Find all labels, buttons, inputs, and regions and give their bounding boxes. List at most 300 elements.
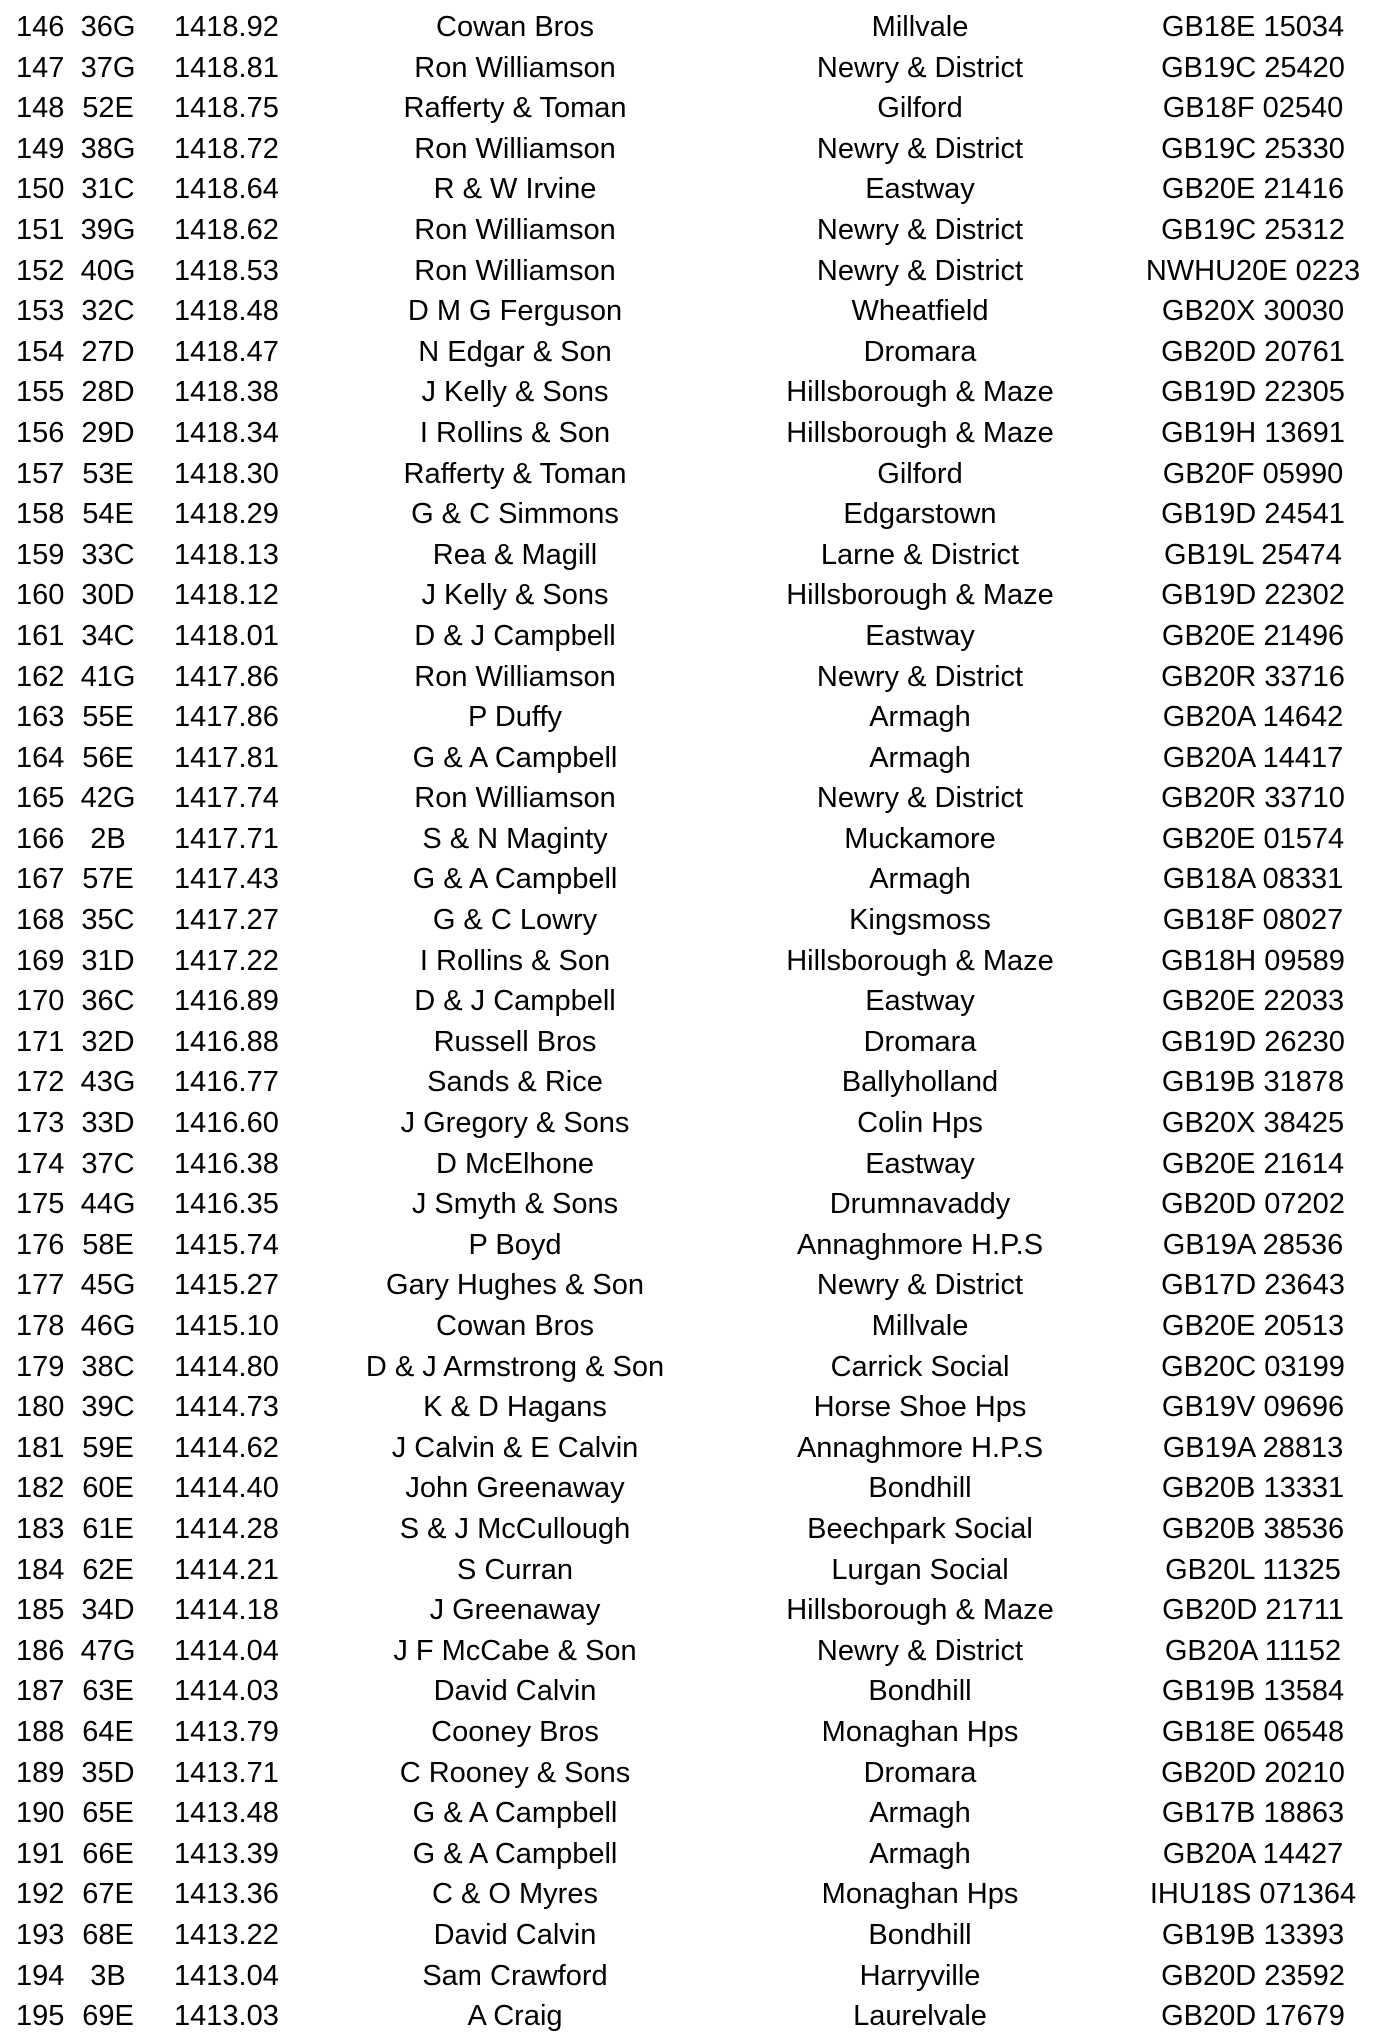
ring-number-cell: GB20R 33716	[1161, 660, 1345, 693]
velocity-cell: 1418.62	[174, 213, 279, 246]
position-cell: 157	[16, 457, 65, 490]
ring-number-cell: GB20X 38425	[1161, 1107, 1345, 1140]
ring-number-cell: GB19A 28813	[1162, 1431, 1344, 1464]
fancier-name-cell: J Smyth & Sons	[411, 1188, 619, 1221]
section-cell: 67E	[82, 1878, 134, 1911]
velocity-cell: 1417.22	[174, 944, 279, 977]
results-table	[0, 7, 1373, 2037]
velocity-cell: 1414.40	[174, 1472, 279, 1505]
ring-number-cell: GB19B 31878	[1161, 1066, 1345, 1099]
ring-number-cell: GB20F 05990	[1162, 457, 1344, 490]
velocity-cell: 1417.43	[174, 863, 279, 896]
ring-number-cell: GB18A 08331	[1162, 863, 1344, 896]
ring-number-cell: GB19D 22305	[1161, 376, 1345, 409]
ring-number-cell: GB20B 38536	[1161, 1512, 1345, 1545]
section-cell: 46G	[80, 1310, 136, 1342]
position-cell: 162	[16, 660, 65, 693]
club-cell: Newry & District	[816, 213, 1024, 246]
table-row	[0, 1509, 1373, 1550]
club-cell: Newry & District	[816, 132, 1024, 165]
table-row	[0, 1184, 1373, 1225]
section-cell: 56E	[82, 741, 134, 774]
table-row	[0, 1468, 1373, 1509]
velocity-cell: 1413.36	[174, 1878, 279, 1911]
fancier-name-cell: Ron Williamson	[414, 254, 616, 287]
club-cell: Newry & District	[816, 1634, 1024, 1667]
ring-number-cell: GB20D 17679	[1161, 2000, 1345, 2033]
table-row	[0, 1712, 1373, 1753]
position-cell: 195	[16, 2000, 65, 2033]
position-cell: 176	[16, 1228, 65, 1261]
fancier-name-cell: Rafferty & Toman	[403, 457, 627, 490]
position-cell: 185	[16, 1594, 65, 1627]
velocity-cell: 1413.22	[174, 1918, 279, 1951]
velocity-cell: 1414.80	[174, 1350, 279, 1383]
table-row	[0, 88, 1373, 129]
section-cell: 3B	[90, 1959, 126, 1992]
velocity-cell: 1417.74	[174, 782, 279, 815]
fancier-name-cell: Cooney Bros	[431, 1715, 599, 1748]
ring-number-cell: GB20E 01574	[1161, 822, 1345, 855]
ring-number-cell: GB20B 13331	[1161, 1472, 1345, 1505]
fancier-name-cell: Ron Williamson	[414, 782, 616, 815]
fancier-name-cell: G & A Campbell	[412, 1797, 618, 1830]
table-row	[0, 1996, 1373, 2037]
table-row	[0, 1225, 1373, 1266]
table-row	[0, 1671, 1373, 1712]
velocity-cell: 1415.27	[174, 1269, 279, 1302]
club-cell: Newry & District	[816, 51, 1024, 84]
club-cell: Horse Shoe Hps	[813, 1391, 1027, 1424]
ring-number-cell: GB20A 14417	[1162, 741, 1344, 774]
club-cell: Hillsborough & Maze	[786, 376, 1054, 409]
section-cell: 58E	[82, 1228, 134, 1261]
velocity-cell: 1414.73	[174, 1391, 279, 1424]
section-cell: 33D	[81, 1107, 135, 1140]
table-row	[0, 900, 1373, 941]
club-cell: Wheatfield	[851, 295, 989, 328]
position-cell: 151	[16, 213, 65, 246]
velocity-cell: 1413.48	[174, 1797, 279, 1830]
position-cell: 188	[16, 1715, 65, 1748]
position-cell: 181	[16, 1431, 65, 1464]
fancier-name-cell: Sands & Rice	[427, 1066, 603, 1099]
table-row	[0, 1834, 1373, 1875]
velocity-cell: 1418.72	[174, 132, 279, 165]
position-cell: 179	[16, 1350, 65, 1383]
velocity-cell: 1418.34	[174, 416, 279, 449]
ring-number-cell: GB19C 25330	[1161, 132, 1345, 165]
club-cell: Monaghan Hps	[821, 1878, 1019, 1911]
fancier-name-cell: K & D Hagans	[423, 1391, 607, 1424]
position-cell: 149	[16, 132, 65, 165]
section-cell: 37C	[81, 1147, 135, 1180]
club-cell: Drumnavaddy	[829, 1188, 1011, 1221]
position-cell: 190	[16, 1797, 65, 1830]
section-cell: 63E	[82, 1675, 134, 1708]
velocity-cell: 1418.30	[174, 457, 279, 490]
fancier-name-cell: I Rollins & Son	[419, 416, 611, 449]
table-row	[0, 1387, 1373, 1428]
position-cell: 158	[16, 498, 65, 531]
club-cell: Dromara	[863, 335, 977, 368]
club-cell: Newry & District	[816, 254, 1024, 287]
section-cell: 31D	[81, 944, 135, 977]
ring-number-cell: GB18F 08027	[1162, 904, 1344, 937]
table-row	[0, 1753, 1373, 1794]
position-cell: 156	[16, 416, 65, 449]
section-cell: 2B	[90, 822, 126, 855]
section-cell: 29D	[81, 416, 135, 449]
section-cell: 61E	[82, 1512, 134, 1545]
position-cell: 182	[16, 1472, 65, 1505]
section-cell: 38G	[80, 132, 136, 165]
fancier-name-cell: C & O Myres	[432, 1878, 598, 1911]
position-cell: 184	[16, 1553, 65, 1586]
club-cell: Monaghan Hps	[821, 1715, 1019, 1748]
section-cell: 65E	[82, 1797, 134, 1830]
position-cell: 192	[16, 1878, 65, 1911]
ring-number-cell: GB20A 11152	[1164, 1634, 1342, 1667]
position-cell: 187	[16, 1675, 65, 1708]
fancier-name-cell: Ron Williamson	[414, 660, 616, 693]
ring-number-cell: GB19C 25312	[1161, 213, 1345, 246]
velocity-cell: 1413.03	[174, 2000, 279, 2033]
ring-number-cell: GB20R 33710	[1161, 782, 1345, 815]
fancier-name-cell: P Boyd	[468, 1228, 562, 1261]
ring-number-cell: GB18H 09589	[1161, 944, 1345, 977]
section-cell: 45G	[80, 1269, 136, 1302]
fancier-name-cell: Russell Bros	[433, 1025, 597, 1058]
section-cell: 32D	[81, 1025, 135, 1058]
section-cell: 36C	[81, 985, 135, 1018]
club-cell: Armagh	[869, 1837, 971, 1870]
section-cell: 33C	[81, 538, 135, 571]
ring-number-cell: GB19C 25420	[1161, 51, 1345, 84]
velocity-cell: 1417.27	[174, 904, 279, 937]
velocity-cell: 1414.28	[174, 1512, 279, 1545]
section-cell: 69E	[82, 2000, 134, 2033]
position-cell: 175	[16, 1188, 65, 1221]
section-cell: 53E	[82, 457, 134, 490]
table-row	[0, 1306, 1373, 1347]
table-row	[0, 1631, 1373, 1672]
table-row	[0, 291, 1373, 332]
fancier-name-cell: S & N Maginty	[422, 822, 608, 855]
table-row	[0, 210, 1373, 251]
table-row	[0, 7, 1373, 48]
section-cell: 43G	[80, 1066, 136, 1099]
fancier-name-cell: S & J McCullough	[399, 1512, 631, 1545]
ring-number-cell: GB17D 23643	[1161, 1269, 1345, 1302]
ring-number-cell: GB20C 03199	[1161, 1350, 1345, 1383]
ring-number-cell: GB20A 14642	[1162, 701, 1344, 734]
ring-number-cell: GB20E 21614	[1161, 1147, 1345, 1180]
velocity-cell: 1417.81	[174, 741, 279, 774]
table-row	[0, 738, 1373, 779]
position-cell: 180	[16, 1391, 65, 1424]
table-row	[0, 332, 1373, 373]
velocity-cell: 1414.03	[174, 1675, 279, 1708]
club-cell: Annaghmore H.P.S	[796, 1228, 1044, 1261]
fancier-name-cell: D & J Campbell	[414, 619, 616, 652]
position-cell: 170	[16, 985, 65, 1018]
position-cell: 165	[16, 782, 65, 815]
velocity-cell: 1418.64	[174, 173, 279, 206]
section-cell: 39C	[81, 1391, 135, 1424]
position-cell: 167	[16, 863, 65, 896]
ring-number-cell: GB20D 20210	[1161, 1756, 1345, 1789]
table-row	[0, 372, 1373, 413]
table-row	[0, 129, 1373, 170]
ring-number-cell: GB20D 07202	[1161, 1188, 1345, 1221]
position-cell: 193	[16, 1918, 65, 1951]
ring-number-cell: GB20A 14427	[1162, 1837, 1344, 1870]
section-cell: 57E	[82, 863, 134, 896]
section-cell: 47G	[80, 1634, 136, 1667]
fancier-name-cell: Sam Crawford	[422, 1959, 608, 1992]
table-row	[0, 1874, 1373, 1915]
fancier-name-cell: Ron Williamson	[414, 132, 616, 165]
position-cell: 152	[16, 254, 65, 287]
club-cell: Millvale	[871, 11, 969, 43]
velocity-cell: 1414.21	[174, 1553, 279, 1586]
table-row	[0, 1347, 1373, 1388]
ring-number-cell: GB18E 06548	[1161, 1715, 1345, 1748]
position-cell: 183	[16, 1512, 65, 1545]
position-cell: 173	[16, 1107, 65, 1140]
ring-number-cell: GB19B 13393	[1161, 1918, 1345, 1951]
position-cell: 172	[16, 1066, 65, 1099]
club-cell: Bondhill	[868, 1472, 972, 1505]
section-cell: 27D	[81, 335, 135, 368]
club-cell: Hillsborough & Maze	[786, 944, 1054, 977]
section-cell: 38C	[81, 1350, 135, 1383]
position-cell: 159	[16, 538, 65, 571]
ring-number-cell: GB19D 26230	[1161, 1025, 1345, 1058]
ring-number-cell: GB20X 30030	[1161, 295, 1345, 328]
ring-number-cell: GB19L 25474	[1164, 538, 1342, 571]
fancier-name-cell: Ron Williamson	[414, 213, 616, 246]
ring-number-cell: GB19D 24541	[1161, 498, 1345, 531]
section-cell: 52E	[82, 92, 134, 125]
table-row	[0, 1550, 1373, 1591]
club-cell: Eastway	[865, 619, 975, 652]
fancier-name-cell: I Rollins & Son	[419, 944, 611, 977]
section-cell: 44G	[80, 1188, 136, 1221]
fancier-name-cell: Rafferty & Toman	[403, 92, 627, 125]
club-cell: Eastway	[865, 1147, 975, 1180]
table-row	[0, 657, 1373, 698]
section-cell: 34D	[81, 1594, 135, 1627]
club-cell: Edgarstown	[843, 498, 997, 531]
club-cell: Gilford	[877, 92, 963, 125]
position-cell: 191	[16, 1837, 65, 1870]
position-cell: 147	[16, 51, 65, 84]
ring-number-cell: GB20E 20513	[1161, 1310, 1345, 1342]
position-cell: 161	[16, 619, 65, 652]
club-cell: Laurelvale	[853, 2000, 987, 2033]
section-cell: 68E	[82, 1918, 134, 1951]
ring-number-cell: NWHU20E 0223	[1145, 254, 1361, 287]
table-row	[0, 169, 1373, 210]
table-row	[0, 697, 1373, 738]
table-row	[0, 1144, 1373, 1185]
section-cell: 34C	[81, 619, 135, 652]
club-cell: Hillsborough & Maze	[786, 416, 1054, 449]
club-cell: Armagh	[869, 741, 971, 774]
position-cell: 150	[16, 173, 65, 206]
section-cell: 42G	[80, 782, 136, 815]
velocity-cell: 1416.35	[174, 1188, 279, 1221]
table-row	[0, 454, 1373, 495]
position-cell: 153	[16, 295, 65, 328]
table-row	[0, 1956, 1373, 1997]
section-cell: 62E	[82, 1553, 134, 1586]
section-cell: 30D	[81, 579, 135, 612]
ring-number-cell: GB20E 21416	[1161, 173, 1345, 206]
velocity-cell: 1414.62	[174, 1431, 279, 1464]
section-cell: 39G	[80, 213, 136, 246]
fancier-name-cell: David Calvin	[433, 1675, 597, 1708]
ring-number-cell: GB20L 11325	[1165, 1553, 1341, 1586]
table-row	[0, 1590, 1373, 1631]
velocity-cell: 1416.38	[174, 1147, 279, 1180]
club-cell: Eastway	[865, 985, 975, 1018]
section-cell: 41G	[80, 660, 136, 693]
club-cell: Bondhill	[868, 1675, 972, 1708]
ring-number-cell: GB19B 13584	[1161, 1675, 1345, 1708]
club-cell: Hillsborough & Maze	[786, 579, 1054, 612]
ring-number-cell: GB19A 28536	[1162, 1228, 1344, 1261]
position-cell: 163	[16, 701, 65, 734]
ring-number-cell: GB20E 21496	[1161, 619, 1345, 652]
position-cell: 155	[16, 376, 65, 409]
table-row	[0, 1428, 1373, 1469]
club-cell: Annaghmore H.P.S	[796, 1431, 1044, 1464]
velocity-cell: 1418.01	[174, 619, 279, 652]
velocity-cell: 1418.48	[174, 295, 279, 328]
club-cell: Millvale	[871, 1310, 969, 1342]
position-cell: 154	[16, 335, 65, 368]
position-cell: 178	[16, 1310, 65, 1342]
table-row	[0, 941, 1373, 982]
position-cell: 171	[16, 1025, 65, 1058]
club-cell: Hillsborough & Maze	[786, 1594, 1054, 1627]
table-row	[0, 413, 1373, 454]
position-cell: 174	[16, 1147, 65, 1180]
fancier-name-cell: C Rooney & Sons	[399, 1756, 631, 1789]
ring-number-cell: GB20D 20761	[1161, 335, 1345, 368]
position-cell: 164	[16, 741, 65, 774]
velocity-cell: 1418.29	[174, 498, 279, 531]
fancier-name-cell: N Edgar & Son	[418, 335, 612, 368]
table-row	[0, 1915, 1373, 1956]
position-cell: 146	[16, 11, 65, 43]
ring-number-cell: GB19D 22302	[1161, 579, 1345, 612]
velocity-cell: 1418.92	[174, 11, 279, 43]
ring-number-cell: GB18E 15034	[1161, 11, 1345, 43]
velocity-cell: 1418.38	[174, 376, 279, 409]
velocity-cell: 1417.86	[174, 701, 279, 734]
ring-number-cell: GB19H 13691	[1161, 416, 1345, 449]
fancier-name-cell: J Gregory & Sons	[400, 1107, 630, 1140]
position-cell: 189	[16, 1756, 65, 1789]
club-cell: Larne & District	[820, 538, 1020, 571]
table-row	[0, 251, 1373, 292]
table-row	[0, 1103, 1373, 1144]
section-cell: 31C	[81, 173, 135, 206]
velocity-cell: 1416.89	[174, 985, 279, 1018]
fancier-name-cell: Rea & Magill	[432, 538, 598, 571]
velocity-cell: 1416.60	[174, 1107, 279, 1140]
fancier-name-cell: R & W Irvine	[433, 173, 597, 206]
fancier-name-cell: J F McCabe & Son	[393, 1634, 637, 1667]
fancier-name-cell: D & J Armstrong & Son	[365, 1350, 665, 1383]
club-cell: Kingsmoss	[849, 904, 991, 937]
ring-number-cell: GB19V 09696	[1161, 1391, 1345, 1424]
club-cell: Colin Hps	[857, 1107, 983, 1140]
velocity-cell: 1418.13	[174, 538, 279, 571]
velocity-cell: 1418.75	[174, 92, 279, 125]
fancier-name-cell: John Greenaway	[405, 1472, 625, 1505]
section-cell: 59E	[82, 1431, 134, 1464]
club-cell: Harryville	[859, 1959, 981, 1992]
section-cell: 66E	[82, 1837, 134, 1870]
fancier-name-cell: Cowan Bros	[436, 11, 594, 43]
velocity-cell: 1418.53	[174, 254, 279, 287]
table-row	[0, 575, 1373, 616]
table-row	[0, 494, 1373, 535]
velocity-cell: 1415.10	[174, 1310, 279, 1342]
fancier-name-cell: J Greenaway	[429, 1594, 601, 1627]
table-row	[0, 778, 1373, 819]
fancier-name-cell: D M G Ferguson	[407, 295, 623, 328]
position-cell: 169	[16, 944, 65, 977]
section-cell: 64E	[82, 1715, 134, 1748]
position-cell: 194	[16, 1959, 65, 1992]
table-row	[0, 1793, 1373, 1834]
club-cell: Eastway	[865, 173, 975, 206]
club-cell: Gilford	[877, 457, 963, 490]
fancier-name-cell: J Kelly & Sons	[421, 579, 609, 612]
fancier-name-cell: P Duffy	[467, 701, 563, 734]
club-cell: Newry & District	[816, 782, 1024, 815]
ring-number-cell: IHU18S 071364	[1149, 1878, 1357, 1911]
section-cell: 54E	[82, 498, 134, 531]
fancier-name-cell: G & A Campbell	[412, 863, 618, 896]
table-row	[0, 616, 1373, 657]
ring-number-cell: GB18F 02540	[1162, 92, 1344, 125]
position-cell: 166	[16, 822, 65, 855]
club-cell: Armagh	[869, 701, 971, 734]
velocity-cell: 1415.74	[174, 1228, 279, 1261]
fancier-name-cell: G & A Campbell	[412, 741, 618, 774]
velocity-cell: 1413.71	[174, 1756, 279, 1789]
position-cell: 148	[16, 92, 65, 125]
table-row	[0, 819, 1373, 860]
velocity-cell: 1413.79	[174, 1715, 279, 1748]
fancier-name-cell: Cowan Bros	[436, 1310, 594, 1342]
club-cell: Armagh	[869, 1797, 971, 1830]
position-cell: 160	[16, 579, 65, 612]
club-cell: Bondhill	[868, 1918, 972, 1951]
velocity-cell: 1416.77	[174, 1066, 279, 1099]
table-row	[0, 48, 1373, 89]
table-row	[0, 1062, 1373, 1103]
fancier-name-cell: D & J Campbell	[414, 985, 616, 1018]
fancier-name-cell: J Calvin & E Calvin	[391, 1431, 639, 1464]
